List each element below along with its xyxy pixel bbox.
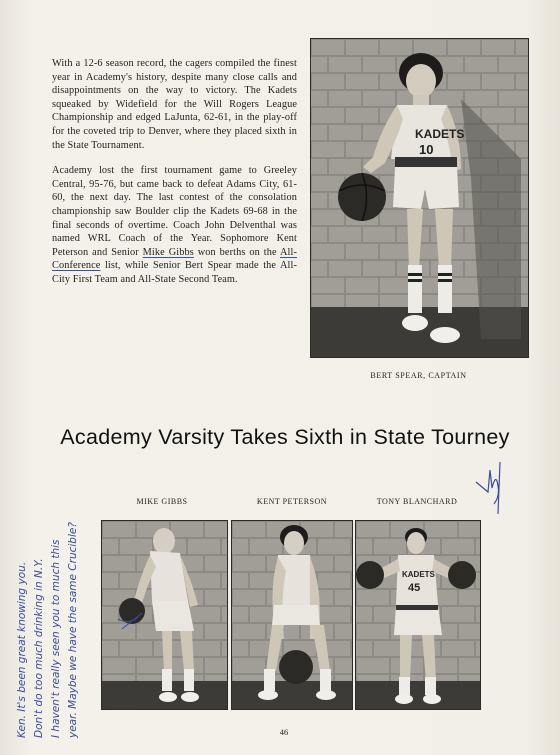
article-paragraph-1: With a 12-6 season record, the cagers compiled the finest year in Academy's history, despite many close calls and disappointments on the way to victory. The Kadets squeaked by Widefield for the Will Rogers League Championship and edged LaJunta, 62-61, in the play-off for the coveted trip to Denver, where they placed sixth in the State Tournament. [52,58,297,151]
kent-peterson-photo [231,520,353,710]
page-number: 46 [279,727,289,737]
handwritten-line: Ken. It's been great knowing you. [16,561,28,738]
mike-gibbs-photo [101,520,228,710]
handwritten-line: Don't do too much drinking in N.Y. [33,558,45,738]
page-headline: Academy Varsity Takes Sixth in State Tourney [60,425,510,449]
handwritten-note [10,466,106,738]
main-photo-caption: BERT SPEAR, CAPTAIN [370,371,467,380]
player-caption-peterson: KENT PETERSON [256,497,328,506]
article-text-segment: Academy lost the first tournament game to Greeley Central, 95-76, but came back to defeat Adams City, 61-60, the next day. The last contest of the consolation championship saw Boulder clip the Kadets 69-68 in the final seconds of overtime. Coach John Delventhal was named WRL Coach of the Year. Sophomore Kent Peterson and Senior [52,165,297,258]
article-text-segment: list, while Senior Bert Spear made the All-City First Team and All-State Second Team. [52,260,297,285]
article-text [52,57,297,299]
article-text-segment: won berths on the [193,246,280,258]
handwritten-line: I haven't really seen you to much this [50,539,62,738]
article-paragraph-2 [52,164,297,286]
player-caption-gibbs: MIKE GIBBS [136,497,188,506]
handwritten-line: year. Maybe we have the same Crucible? [67,522,79,738]
bert-spear-photo [310,38,529,358]
underlined-name: Mike Gibbs [142,246,194,258]
main-jersey-number: 10 [419,142,434,157]
underlined-all-conference: All-Conference [52,246,297,272]
jersey-text: KADETS [402,570,435,579]
main-jersey-text: KADETS [415,127,465,141]
jersey-number: 45 [408,582,421,594]
signature-scribble [470,452,510,522]
player-caption-blanchard: TONY BLANCHARD [376,497,458,506]
tony-blanchard-photo [355,520,481,710]
